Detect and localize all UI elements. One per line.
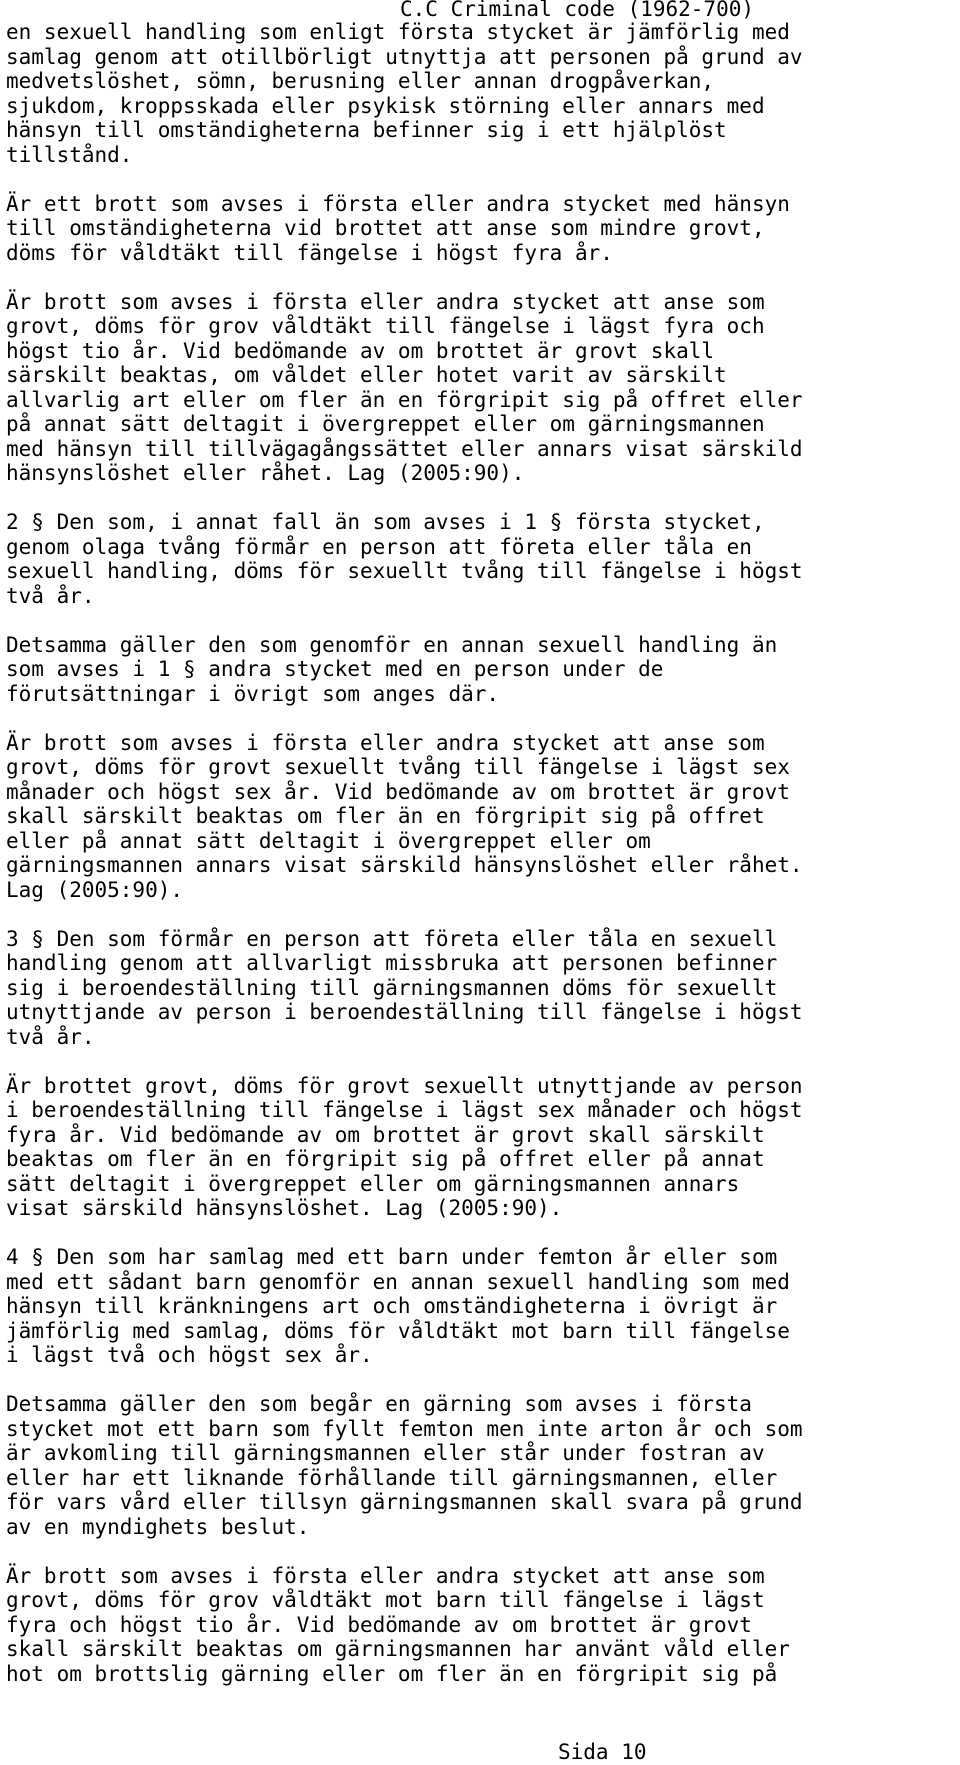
text-line: sjukdom, kroppsskada eller psykisk störning eller annars med	[6, 93, 765, 118]
text-line: med ett sådant barn genomför en annan sexuell handling som med	[6, 1269, 790, 1294]
text-line: en sexuell handling som enligt första stycket är jämförlig med	[6, 20, 790, 44]
text-line: Detsamma gäller den som begår en gärning som avses i första	[6, 1392, 752, 1416]
paragraph	[6, 1245, 956, 1368]
text-line: i lägst två och högst sex år.	[6, 1343, 373, 1367]
text-line: som avses i 1 § andra stycket med en person under de	[6, 657, 664, 681]
text-line: Lag (2005:90).	[6, 877, 184, 902]
text-line: skall särskilt beaktas om fler än en förgripit sig på offret	[6, 804, 765, 828]
text-line: allvarlig art eller om fler än en förgripit sig på offret eller	[6, 387, 803, 412]
text-line: hänsyn till kränkningens art och omständigheterna i övrigt är	[6, 1294, 778, 1318]
paragraph	[6, 1564, 956, 1687]
page-number: Sida 10	[558, 1740, 647, 1764]
text-line: är avkomling till gärningsmannen eller står under fostran av	[6, 1441, 765, 1465]
text-line: skall särskilt beaktas om gärningsmannen har använt våld eller	[6, 1637, 790, 1661]
text-line: månader och högst sex år. Vid bedömande av om brottet är grovt	[6, 779, 790, 804]
paragraph	[6, 633, 956, 707]
text-line: hänsyn till omständigheterna befinner sig i ett hjälplöst	[6, 118, 727, 142]
text-line: i beroendeställning till fängelse i lägst sex månader och högst	[6, 1098, 803, 1122]
text-line: hot om brottslig gärning eller om fler än en förgripit sig på	[6, 1661, 778, 1686]
text-line: grovt, döms för grovt sexuellt tvång till fängelse i lägst sex	[6, 755, 790, 779]
text-line: gärningsmannen annars visat särskild hänsynslöshet eller råhet.	[6, 853, 803, 877]
paragraph	[6, 290, 956, 486]
paragraph	[6, 731, 956, 903]
text-line: sexuell handling, döms för sexuellt tvång till fängelse i högst	[6, 559, 803, 583]
text-line: med hänsyn till tillvägagångssättet eller annars visat särskild	[6, 436, 803, 461]
text-line: för vars vård eller tillsyn gärningsmannen skall svara på grund	[6, 1490, 803, 1514]
paragraph	[6, 1392, 956, 1539]
text-line: Är brott som avses i första eller andra stycket att anse som	[6, 1563, 765, 1588]
text-line: förutsättningar i övrigt som anges där.	[6, 681, 500, 706]
text-line: på annat sätt deltagit i övergreppet eller om gärningsmannen	[6, 412, 765, 436]
text-line: samlag genom att otillbörligt utnyttja att personen på grund av	[6, 44, 803, 69]
paragraph	[6, 1074, 956, 1221]
paragraph	[6, 927, 956, 1050]
paragraph	[6, 192, 956, 266]
text-line: Är brott som avses i första eller andra stycket att anse som	[6, 730, 765, 755]
text-line: 3 § Den som förmår en person att företa eller tåla en sexuell	[6, 926, 778, 951]
text-line: stycket mot ett barn som fyllt femton men inte arton år och som	[6, 1416, 803, 1441]
text-line: beaktas om fler än en förgripit sig på offret eller på annat	[6, 1147, 765, 1171]
text-line: grovt, döms för grov våldtäkt till fängelse i lägst fyra och	[6, 314, 765, 338]
text-line: fyra år. Vid bedömande av om brottet är grovt skall särskilt	[6, 1122, 765, 1147]
text-line: till omständigheterna vid brottet att anse som mindre grovt,	[6, 216, 765, 240]
text-line: två år.	[6, 583, 95, 608]
text-line: Är brott som avses i första eller andra stycket att anse som	[6, 289, 765, 314]
text-line: grovt, döms för grov våldtäkt mot barn till fängelse i lägst	[6, 1588, 765, 1612]
text-line: fyra och högst tio år. Vid bedömande av om brottet är grovt	[6, 1612, 752, 1637]
text-line: tillstånd.	[6, 142, 133, 167]
text-line: visat särskild hänsynslöshet. Lag (2005:90).	[6, 1196, 563, 1220]
text-line: särskilt beaktas, om våldet eller hotet varit av särskilt	[6, 363, 727, 387]
text-line: genom olaga tvång förmår en person att företa eller tåla en	[6, 534, 752, 559]
text-line: Är ett brott som avses i första eller andra stycket med hänsyn	[6, 191, 790, 216]
text-line: 2 § Den som, i annat fall än som avses i 1 § första stycket,	[6, 510, 765, 534]
text-line: högst tio år. Vid bedömande av om brottet är grovt skall	[6, 338, 715, 363]
text-line: handling genom att allvarligt missbruka att personen befinner	[6, 951, 778, 975]
text-line: eller på annat sätt deltagit i övergreppet eller om	[6, 828, 651, 853]
document-body	[6, 20, 956, 1711]
text-line: eller har ett liknande förhållande till gärningsmannen, eller	[6, 1465, 778, 1490]
text-line: Är brottet grovt, döms för grovt sexuellt utnyttjande av person	[6, 1073, 803, 1098]
text-line: jämförlig med samlag, döms för våldtäkt mot barn till fängelse	[6, 1318, 790, 1343]
text-line: döms för våldtäkt till fängelse i högst fyra år.	[6, 240, 613, 265]
document-header: C.C Criminal code (1962-700)	[400, 0, 755, 21]
text-line: Detsamma gäller den som genomför en annan sexuell handling än	[6, 632, 778, 657]
text-line: hänsynslöshet eller råhet. Lag (2005:90).	[6, 461, 525, 485]
text-line: medvetslöshet, sömn, berusning eller annan drogpåverkan,	[6, 69, 715, 93]
paragraph	[6, 20, 956, 167]
text-line: 4 § Den som har samlag med ett barn under femton år eller som	[6, 1245, 778, 1269]
paragraph	[6, 510, 956, 608]
text-line: sig i beroendeställning till gärningsmannen döms för sexuellt	[6, 975, 778, 1000]
text-line: utnyttjande av person i beroendeställning till fängelse i högst	[6, 1000, 803, 1024]
text-line: två år.	[6, 1024, 95, 1049]
text-line: sätt deltagit i övergreppet eller om gärningsmannen annars	[6, 1171, 740, 1196]
text-line: av en myndighets beslut.	[6, 1514, 310, 1539]
